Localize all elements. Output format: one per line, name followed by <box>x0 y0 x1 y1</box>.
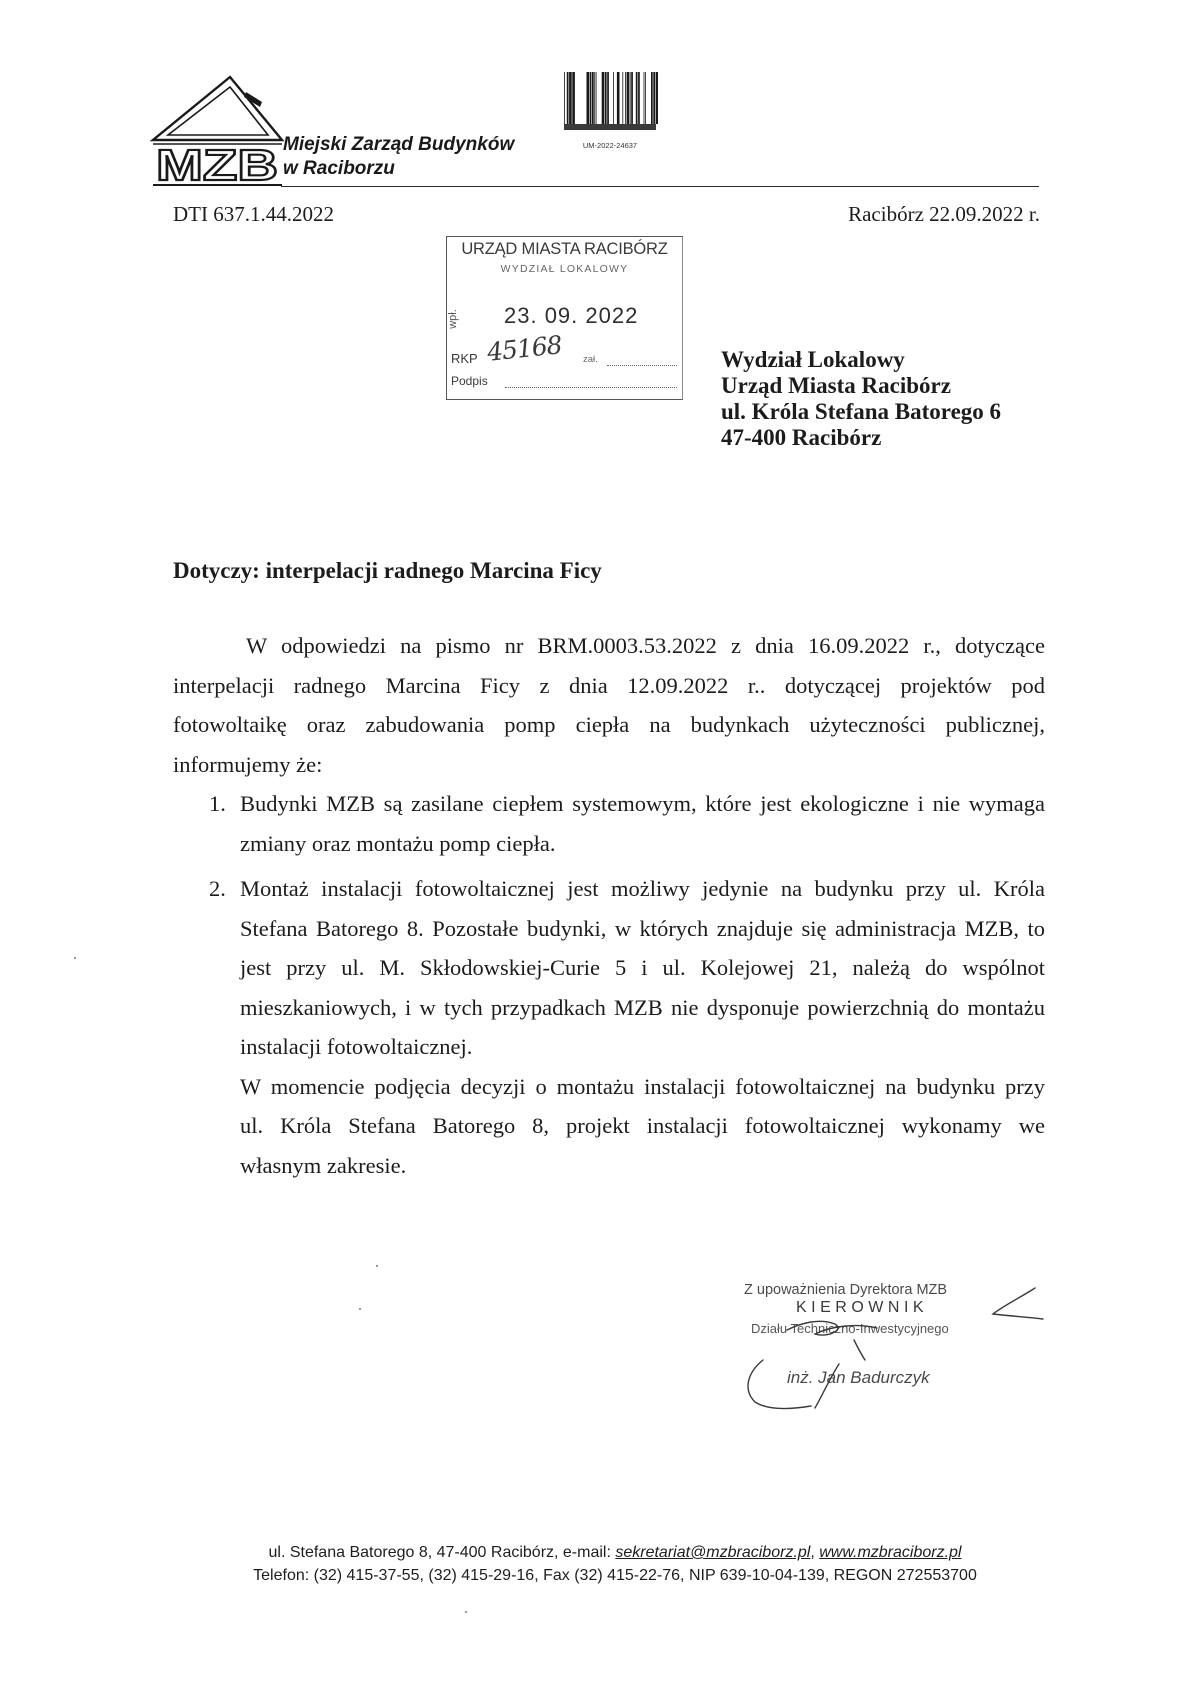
barcode-bar <box>605 72 607 124</box>
barcode-bar <box>607 72 609 124</box>
barcode-bar <box>567 72 569 124</box>
barcode-bar <box>622 72 623 124</box>
handwritten-signature <box>735 1278 1045 1418</box>
stamp-signature-dotted-line <box>505 387 677 388</box>
barcode-bar <box>644 72 645 124</box>
list-item <box>173 869 1045 1185</box>
barcode-number: UM-2022-24637 <box>582 141 638 150</box>
barcode-base <box>564 124 656 130</box>
organization-name: Miejski Zarząd Budynków <box>283 134 515 155</box>
signature-authorization: Z upoważnienia Dyrektora MZB <box>744 1282 948 1298</box>
footer-email-link[interactable]: sekretariat@mzbraciborz.pl <box>615 1544 811 1561</box>
stamp-attachments-dotted-line <box>607 365 677 366</box>
barcode-bar <box>613 72 614 124</box>
barcode-bar <box>564 72 565 124</box>
body-line: interpelacji radnego Marcina Ficy z dnia 12.09.2022 r.. dotyczącej projektów pod <box>173 672 1045 698</box>
letter-subject: Dotyczy: interpelacji radnego Marcina Ficy <box>173 558 602 583</box>
letter-body <box>173 626 1045 1185</box>
intro-paragraph <box>173 626 1045 784</box>
body-line: mieszkaniowych, i w tych przypadkach MZB nie dysponuje powierzchnią do montażu <box>240 994 1045 1020</box>
barcode-bar <box>625 72 626 124</box>
recipient-line: ul. Króla Stefana Batorego 6 <box>721 399 1002 424</box>
stamp-rkp-number: 45168 <box>485 330 563 367</box>
barcode-bar <box>617 72 620 124</box>
footer-separator: , <box>810 1544 820 1561</box>
body-line: zmiany oraz montażu pomp ciepła. <box>240 830 556 856</box>
header-divider <box>281 186 1039 187</box>
barcode-bar <box>630 72 631 124</box>
signature-title: KIEROWNIK <box>796 1299 929 1316</box>
recipient-line: Wydział Lokalowy <box>721 347 905 372</box>
signature-department: Działu Techniczno-Inwestycyjnego <box>751 1321 949 1336</box>
barcode <box>562 72 658 134</box>
barcode-bar <box>592 72 594 124</box>
barcode-bar <box>636 72 638 124</box>
body-line: Montaż instalacji fotowoltaicznej jest możliwy jedynie na budynku przy ul. Króla <box>240 876 1045 901</box>
list-item <box>173 784 1045 863</box>
scan-speck <box>74 957 76 959</box>
stamp-received-label: wpł. <box>446 309 459 329</box>
barcode-bar <box>651 72 653 124</box>
stamp-office: URZĄD MIASTA RACIBÓRZ <box>461 240 668 258</box>
signatory-name: inż. Jan Badurczyk <box>787 1368 930 1387</box>
barcode-bar <box>645 72 646 124</box>
barcode-bar <box>569 72 572 124</box>
recipient-address <box>721 347 1001 451</box>
recipient-line: Urząd Miasta Racibórz <box>721 373 951 398</box>
body-line: informujemy że: <box>173 751 323 777</box>
barcode-bar <box>656 72 658 124</box>
intake-stamp <box>446 236 683 400</box>
body-line: jest przy ul. M. Skłodowskiej-Curie 5 i ul. Kolejowej 21, należą do wspólnot <box>240 955 1045 980</box>
body-line: Budynki MZB są zasilane ciepłem systemowym, które jest ekologiczne i nie wymaga <box>240 791 1045 816</box>
barcode-bar <box>572 72 575 124</box>
body-line: W odpowiedzi na pismo nr BRM.0003.53.2022 z dnia 16.09.2022 r., dotyczące <box>246 633 1045 658</box>
body-line: W momencie podjęcia decyzji o montażu instalacji fotowoltaicznej na budynku przy <box>240 1073 1045 1099</box>
body-line: fotowoltaikę oraz zabudowania pomp ciepła na budynkach użyteczności publicznej, <box>173 712 1045 737</box>
barcode-bar <box>602 72 605 124</box>
footer-website-link[interactable]: www.mzbraciborz.pl <box>819 1544 962 1561</box>
barcode-bar <box>596 72 597 124</box>
footer-contact: Telefon: (32) 415-37-55, (32) 415-29-16, Fax (32) 415-22-76, NIP 639-10-04-139, REGON 272553700 <box>253 1567 977 1584</box>
barcode-bar <box>590 72 592 124</box>
document-reference-number: DTI 637.1.44.2022 <box>173 202 334 226</box>
body-line: instalacji fotowoltaicznej. <box>240 1034 473 1059</box>
barcode-bar <box>587 72 590 124</box>
footer-address-line <box>30 1541 1200 1564</box>
list-item-number: 2. <box>209 876 226 901</box>
mzb-logo <box>150 72 285 190</box>
letter-footer <box>30 1541 1200 1587</box>
organization-city: w Raciborzu <box>283 158 395 179</box>
recipient-line: 47-400 Racibórz <box>721 425 882 450</box>
place-and-date: Racibórz 22.09.2022 r. <box>848 202 1040 226</box>
barcode-bar <box>627 72 630 124</box>
footer-address: ul. Stefana Batorego 8, 47-400 Racibórz, e-mail: <box>268 1544 616 1561</box>
body-line: ul. Króla Stefana Batorego 8, projekt instalacji fotowoltaicznej wykonamy we <box>240 1113 1045 1138</box>
barcode-bar <box>631 72 633 124</box>
signature-block <box>735 1278 1045 1418</box>
barcode-bar <box>594 72 595 124</box>
barcode-bar <box>638 72 640 124</box>
scan-speck <box>376 1265 378 1267</box>
stamp-department: WYDZIAŁ LOKALOWY <box>500 263 629 275</box>
barcode-bar <box>653 72 655 124</box>
stamp-signature-label: Podpis <box>451 374 488 388</box>
scan-speck <box>359 1308 361 1310</box>
stamp-rkp-label: RKP <box>451 351 478 366</box>
body-line: Stefana Batorego 8. Pozostałe budynki, w których znajduje się administracja MZB, to <box>240 915 1045 941</box>
stamp-attachments-label: zał. <box>583 354 598 365</box>
stamp-date: 23. 09. 2022 <box>504 303 639 328</box>
scan-speck <box>465 1611 467 1613</box>
logo-lettering: MZB <box>156 141 278 190</box>
body-line: własnym zakresie. <box>240 1152 407 1178</box>
list-item-number: 1. <box>209 791 226 816</box>
